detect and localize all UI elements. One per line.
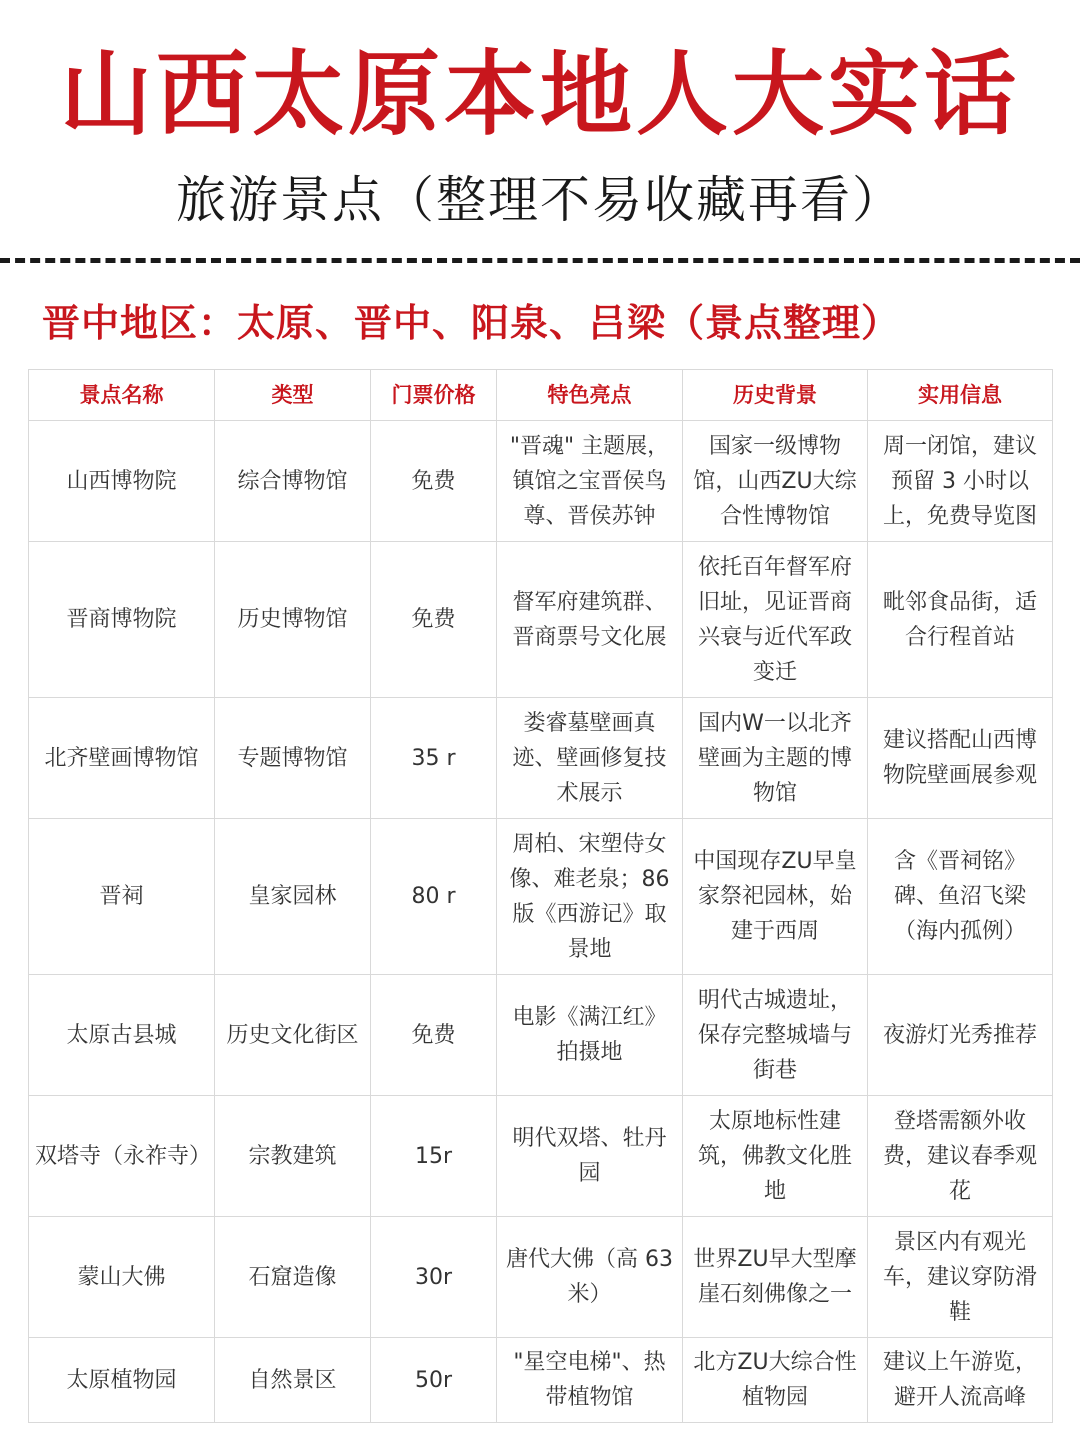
cell-price: 免费 xyxy=(371,542,497,698)
cell-tips: 毗邻食品街，适合行程首站 xyxy=(868,542,1053,698)
cell-type: 宗教建筑 xyxy=(215,1096,371,1217)
cell-history: 国内W一以北齐壁画为主题的博物馆 xyxy=(683,698,868,819)
cell-price: 80 r xyxy=(371,819,497,975)
cell-tips: 登塔需额外收费，建议春季观花 xyxy=(868,1096,1053,1217)
cell-highlights: "星空电梯"、热带植物馆 xyxy=(497,1338,683,1423)
column-header-type: 类型 xyxy=(215,370,371,421)
cell-tips: 建议搭配山西博物院壁画展参观 xyxy=(868,698,1053,819)
cell-name: 晋商博物院 xyxy=(29,542,215,698)
cell-highlights: 周柏、宋塑侍女像、难老泉；86 版《西游记》取景地 xyxy=(497,819,683,975)
cell-price: 50r xyxy=(371,1338,497,1423)
table-row xyxy=(29,421,1053,542)
cell-price: 30r xyxy=(371,1217,497,1338)
column-header-highlights: 特色亮点 xyxy=(497,370,683,421)
table-row xyxy=(29,819,1053,975)
column-header-tips: 实用信息 xyxy=(868,370,1053,421)
cell-type: 自然景区 xyxy=(215,1338,371,1423)
cell-history: 依托百年督军府旧址，见证晋商兴衰与近代军政变迁 xyxy=(683,542,868,698)
cell-type: 石窟造像 xyxy=(215,1217,371,1338)
cell-type: 历史博物馆 xyxy=(215,542,371,698)
cell-highlights: 唐代大佛（高 63 米） xyxy=(497,1217,683,1338)
cell-type: 历史文化街区 xyxy=(215,975,371,1096)
cell-history: 中国现存ZU早皇家祭祀园林，始建于西周 xyxy=(683,819,868,975)
cell-highlights: "晋魂" 主题展，镇馆之宝晋侯鸟尊、晋侯苏钟 xyxy=(497,421,683,542)
page-title: 山西太原本地人大实话 xyxy=(59,41,1020,148)
table-row xyxy=(29,975,1053,1096)
cell-name: 太原古县城 xyxy=(29,975,215,1096)
cell-type: 皇家园林 xyxy=(215,819,371,975)
cell-price: 15r xyxy=(371,1096,497,1217)
cell-highlights: 娄睿墓壁画真迹、壁画修复技术展示 xyxy=(497,698,683,819)
cell-price: 35 r xyxy=(371,698,497,819)
cell-type: 专题博物馆 xyxy=(215,698,371,819)
column-header-price: 门票价格 xyxy=(371,370,497,421)
page-subtitle: 旅游景点（整理不易收藏再看） xyxy=(176,171,904,229)
cell-name: 北齐壁画博物馆 xyxy=(29,698,215,819)
cell-tips: 建议上午游览，避开人流高峰 xyxy=(868,1338,1053,1423)
cell-history: 世界ZU早大型摩崖石刻佛像之一 xyxy=(683,1217,868,1338)
dashed-divider xyxy=(0,258,1080,263)
cell-name: 晋祠 xyxy=(29,819,215,975)
table-header-row xyxy=(29,370,1053,421)
cell-highlights: 督军府建筑群、晋商票号文化展 xyxy=(497,542,683,698)
cell-tips: 夜游灯光秀推荐 xyxy=(868,975,1053,1096)
table-row xyxy=(29,1338,1053,1423)
cell-history: 国家一级博物馆，山西ZU大综合性博物馆 xyxy=(683,421,868,542)
cell-tips: 周一闭馆，建议预留 3 小时以上，免费导览图 xyxy=(868,421,1053,542)
cell-highlights: 电影《满江红》拍摄地 xyxy=(497,975,683,1096)
cell-type: 综合博物馆 xyxy=(215,421,371,542)
column-header-history: 历史背景 xyxy=(683,370,868,421)
cell-history: 太原地标性建筑，佛教文化胜地 xyxy=(683,1096,868,1217)
cell-tips: 景区内有观光车，建议穿防滑鞋 xyxy=(868,1217,1053,1338)
cell-history: 明代古城遗址，保存完整城墙与街巷 xyxy=(683,975,868,1096)
cell-name: 蒙山大佛 xyxy=(29,1217,215,1338)
table-row xyxy=(29,698,1053,819)
table-row xyxy=(29,542,1053,698)
cell-price: 免费 xyxy=(371,975,497,1096)
cell-name: 双塔寺（永祚寺） xyxy=(29,1096,215,1217)
table-row xyxy=(29,1096,1053,1217)
section-heading: 晋中地区：太原、晋中、阳泉、吕梁（景点整理） xyxy=(42,301,901,345)
cell-name: 太原植物园 xyxy=(29,1338,215,1423)
cell-history: 北方ZU大综合性植物园 xyxy=(683,1338,868,1423)
cell-tips: 含《晋祠铭》碑、鱼沼飞梁（海内孤例） xyxy=(868,819,1053,975)
attractions-table xyxy=(28,369,1053,1423)
cell-highlights: 明代双塔、牡丹园 xyxy=(497,1096,683,1217)
table-row xyxy=(29,1217,1053,1338)
column-header-name: 景点名称 xyxy=(29,370,215,421)
cell-name: 山西博物院 xyxy=(29,421,215,542)
cell-price: 免费 xyxy=(371,421,497,542)
